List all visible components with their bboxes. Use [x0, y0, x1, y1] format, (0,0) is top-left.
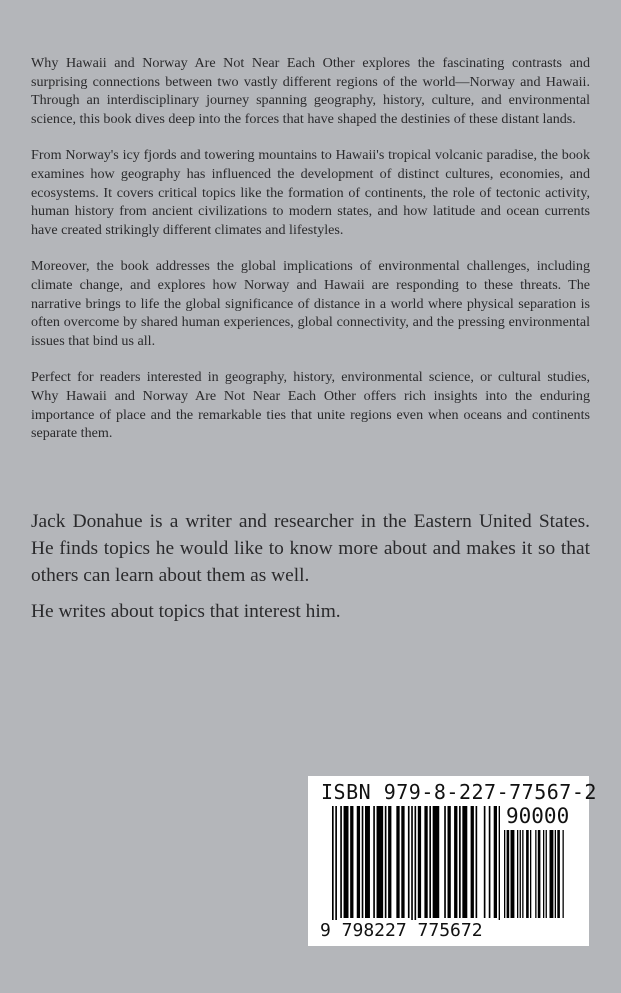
author-bio-paragraph-1: Jack Donahue is a writer and researcher in the Eastern United States. He finds topics he would like to know more about and makes it so that others can learn about them as well.: [31, 511, 590, 586]
author-bio-paragraph-2: He writes about topics that interest him.: [31, 601, 341, 622]
barcode-bar: [340, 806, 342, 918]
isbn-barcode: [308, 776, 597, 946]
barcode-bar: [332, 806, 334, 920]
ean-digits: 9 798227 775672: [320, 920, 483, 941]
description-paragraph-4: Perfect for readers interested in geography, history, environmental science, or cultural studies, Why Hawaii and Norway Are Not Near Each Other offers rich insights into the enduring importance of place and the remarkable ties that unite regions even when oceans and continents separate them.: [31, 369, 590, 442]
barcode-bar: [546, 830, 547, 918]
barcode-bar: [415, 806, 417, 920]
barcode-bar: [471, 806, 474, 918]
barcode-bar: [520, 830, 521, 918]
isbn-label: ISBN 979-8-227-77567-2: [321, 780, 597, 804]
barcode-bar: [563, 830, 564, 918]
book-description: [31, 54, 590, 461]
barcode-bar: [365, 806, 370, 918]
barcode-bar: [373, 806, 375, 918]
barcode-bar: [535, 830, 536, 918]
barcode-bar: [522, 830, 523, 918]
barcode-bar: [550, 830, 554, 918]
barcode-bar: [511, 830, 515, 918]
ean-barcode-bars: [332, 806, 500, 920]
barcode-bar: [499, 806, 500, 920]
barcode-bar: [504, 830, 505, 918]
barcode-bar: [350, 806, 353, 918]
barcode-bar: [494, 806, 497, 918]
barcode-bar: [462, 806, 467, 918]
barcode-bar: [517, 830, 518, 918]
barcode-bar: [396, 806, 399, 918]
barcode-bar: [433, 806, 440, 918]
addon-barcode-bars: [504, 830, 564, 920]
barcode-bar: [357, 806, 360, 918]
barcode-bar: [444, 806, 446, 918]
barcode-bar: [344, 806, 349, 918]
barcode-bar: [429, 806, 431, 918]
barcode-bar: [484, 806, 486, 918]
price-code: 90000: [506, 804, 570, 828]
barcode-bar: [408, 806, 410, 918]
barcode-bar: [489, 806, 491, 918]
author-bio: [31, 508, 590, 634]
barcode-bar: [335, 806, 337, 920]
barcode-bar: [411, 806, 413, 920]
barcode-bar: [538, 830, 541, 918]
barcode-bar: [530, 830, 531, 918]
description-paragraph-1: Why Hawaii and Norway Are Not Near Each Other explores the fascinating contrasts and surprising connections between two vastly different regions of the world—Norway and Hawaii. Through an interdisciplinary journey spanning geography, history, culture, and environmental science, this book dives deep into the forces that have shaped the destinies of these distant lands.: [31, 55, 590, 127]
description-paragraph-3: Moreover, the book addresses the global implications of environmental challenges, including climate change, and explores how Norway and Hawaii are responding to these threats. The narrative brings to life the global significance of distance in a world where physical separation is often overcome by shared human experiences, global connectivity, and the pressing environmental issues that bind us all.: [31, 258, 590, 349]
description-paragraph-2: From Norway's icy fjords and towering mountains to Hawaii's tropical volcanic paradise, the book examines how geography has influenced the development of distinct cultures, economies, and ecosystems. It covers critical topics like the formation of continents, the role of tectonic activity, human history from ancient civilizations to modern states, and how latitude and ocean currents have created strikingly different climates and lifestyles.: [31, 147, 590, 238]
barcode-bar: [388, 806, 391, 918]
barcode-bar: [418, 806, 421, 918]
barcode-bar: [401, 806, 404, 918]
barcode-bar: [557, 830, 560, 918]
barcode-bar: [454, 806, 457, 918]
barcode-bar: [424, 806, 427, 918]
barcode-bar: [459, 806, 461, 918]
barcode-bar: [476, 806, 478, 918]
barcode-bar: [543, 830, 544, 918]
barcode-bar: [526, 830, 529, 918]
barcode-bar: [385, 806, 387, 918]
barcode-bar: [507, 830, 510, 918]
barcode-bar: [555, 830, 556, 918]
barcode-bar: [377, 806, 384, 918]
barcode-bar: [448, 806, 451, 918]
barcode-bar: [362, 806, 364, 918]
